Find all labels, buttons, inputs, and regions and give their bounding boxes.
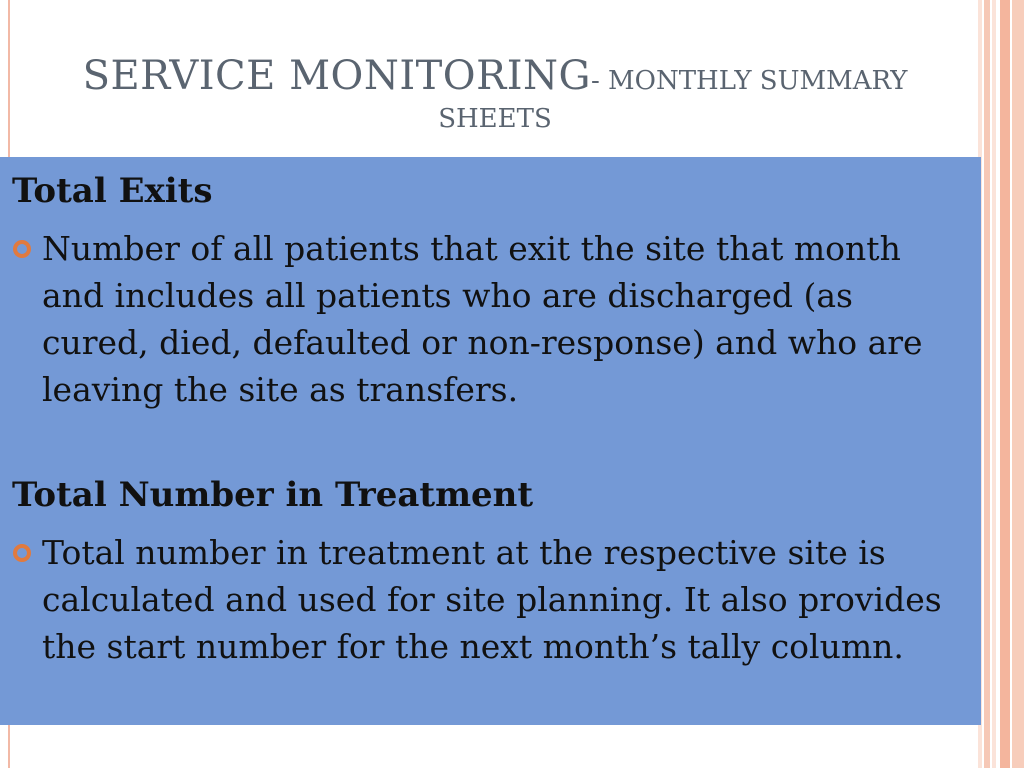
title-line2: SHEETS xyxy=(438,104,552,134)
slide-title xyxy=(20,52,970,135)
content-box xyxy=(0,157,981,725)
section-bullet-total-exits: Number of all patients that exit the site that month and includes all patients who are discharged (as cured, died, defaulted or non-response) and who are leaving the site as transfers. xyxy=(42,229,923,409)
ring-bullet-icon xyxy=(12,543,32,563)
section-bullet-total-in-treatment: Total number in treatment at the respective site is calculated and used for site planning. It also provides the start number for the next month’s tally column. xyxy=(42,533,942,666)
section-heading-total-in-treatment: Total Number in Treatment xyxy=(12,475,534,515)
title-sub: - MONTHLY SUMMARY xyxy=(590,66,908,96)
ring-bullet-icon xyxy=(12,239,32,259)
title-main: SERVICE MONITORING xyxy=(82,53,591,99)
right-decorative-stripes xyxy=(978,0,1024,768)
section-heading-total-exits: Total Exits xyxy=(12,171,213,211)
